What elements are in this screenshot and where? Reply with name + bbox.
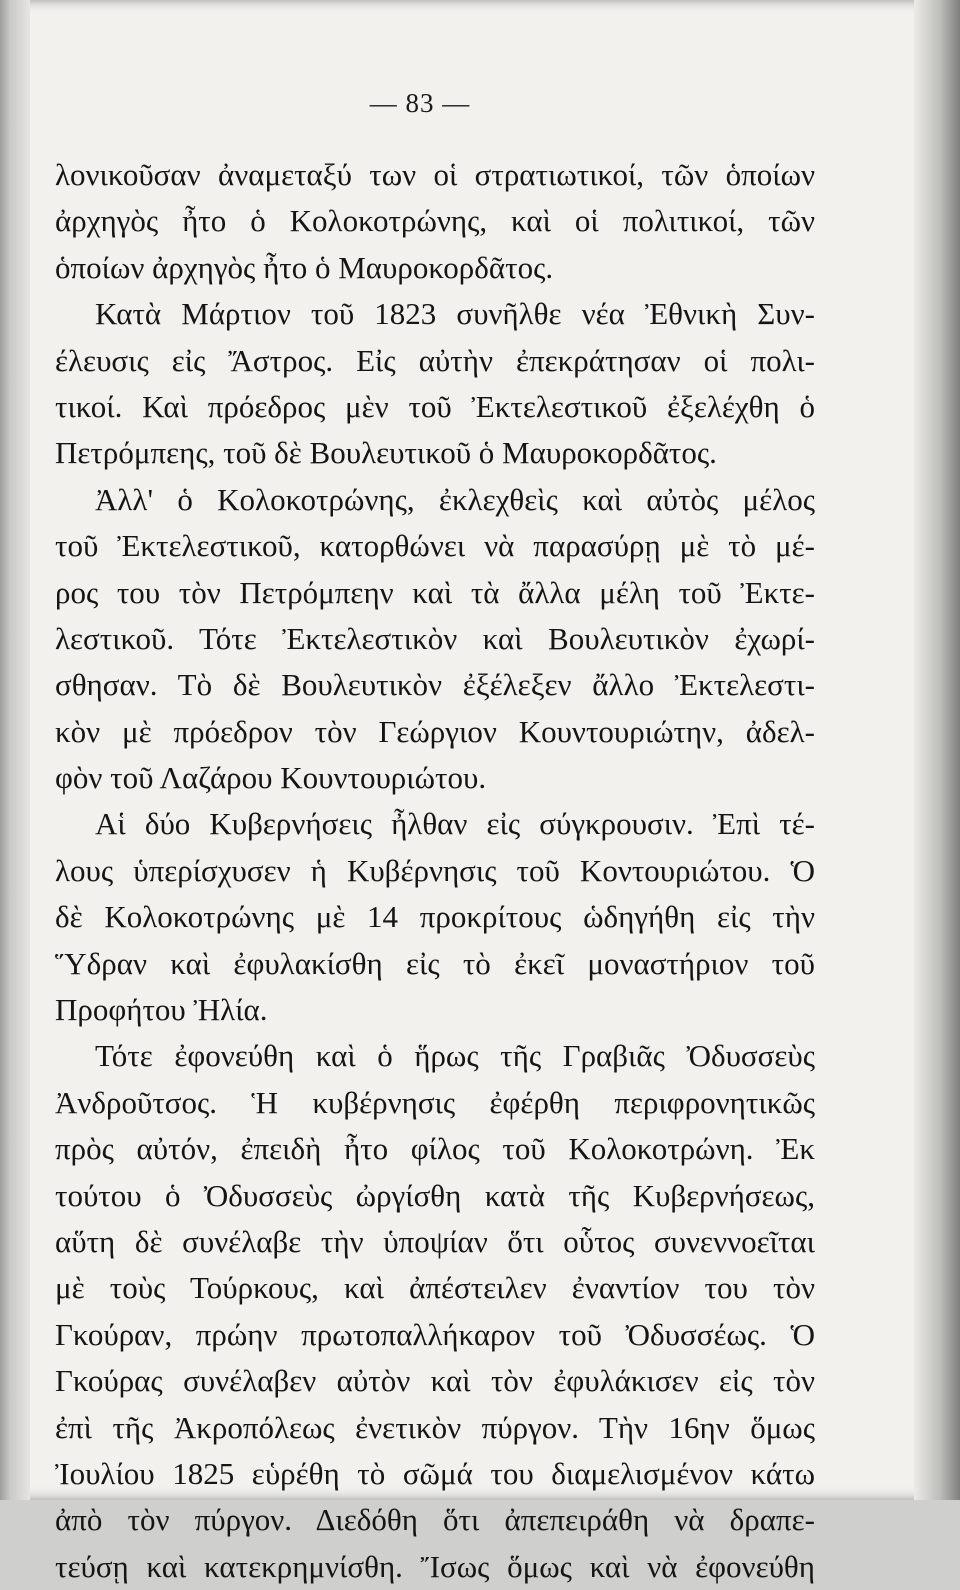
text-line: λονικοῦσαν ἀναμεταξύ των οἱ στρατιωτικοί, τῶν ὁποίων bbox=[55, 157, 815, 192]
text-line: Ἀλλ' ὁ Κολοκοτρώνης, ἐκλεχθεὶς καὶ αὐτὸς μέλος bbox=[95, 481, 815, 517]
text-line: λεστικοῦ. Τότε Ἐκτελεστικὸν καὶ Βουλευτικὸν ἐχωρί- bbox=[55, 620, 815, 656]
text-line: ὁποίων ἀρχηγὸς ἦτο ὁ Μαυροκορδᾶτος. bbox=[55, 249, 554, 285]
page-number: — 83 — bbox=[369, 88, 471, 118]
body-text bbox=[55, 152, 815, 1590]
text-line: Γκούρας συνέλαβεν αὐτὸν καὶ τὸν ἐφυλάκισεν εἰς τὸν bbox=[55, 1363, 815, 1399]
text-line: τοῦ Ἐκτελεστικοῦ, κατορθώνει νὰ παρασύρῃ μὲ τὸ μέ- bbox=[55, 528, 815, 564]
text-line: Ἰουλίου 1825 εὑρέθη τὸ σῶμά του διαμελισμένον κάτω bbox=[55, 1455, 815, 1491]
text-line: μὲ τοὺς Τούρκους, καὶ ἀπέστειλεν ἐναντίον του τὸν bbox=[55, 1270, 815, 1306]
text-line: φὸν τοῦ Λαζάρου Κουντουριώτου. bbox=[55, 760, 487, 796]
text-line: Γκούραν, πρώην πρωτοπαλλήκαρον τοῦ Ὀδυσσέως. Ὁ bbox=[55, 1316, 815, 1352]
text-line: αὕτη δὲ συνέλαβε τὴν ὑποψίαν ὅτι οὗτος συνεννοεῖται bbox=[55, 1223, 815, 1259]
text-line: πρὸς αὐτόν, ἐπειδὴ ἦτο φίλος τοῦ Κολοκοτρώνη. Ἐκ bbox=[55, 1131, 815, 1167]
text-line: ἀρχηγὸς ἦτο ὁ Κολοκοτρώνης, καὶ οἱ πολιτικοί, τῶν bbox=[55, 203, 815, 239]
text-line: Προφήτου Ἠλία. bbox=[55, 992, 268, 1028]
text-line: Πετρόμπεης, τοῦ δὲ Βουλευτικοῦ ὁ Μαυροκορδᾶτος. bbox=[55, 435, 717, 471]
text-line: Ἀνδροῦτσος. Ἡ κυβέρνησις ἐφέρθη περιφρονητικῶς bbox=[55, 1084, 815, 1120]
text-line: τικοί. Καὶ πρόεδρος μὲν τοῦ Ἐκτελεστικοῦ ἐξελέχθη ὁ bbox=[55, 388, 815, 424]
text-line: Κατὰ Μάρτιον τοῦ 1823 συνῆλθε νέα Ἐθνικὴ Συν- bbox=[95, 296, 815, 332]
text-line: ρος του τὸν Πετρόμπεην καὶ τὰ ἄλλα μέλη τοῦ Ἐκτε- bbox=[55, 574, 815, 610]
page-edge-shadow bbox=[914, 0, 960, 1500]
text-line: τεύσῃ καὶ κατεκρημνίσθη. Ἴσως ὅμως καὶ νὰ ἐφονεύθη bbox=[55, 1548, 815, 1584]
text-line: Αἱ δύο Κυβερνήσεις ἦλθαν εἰς σύγκρουσιν. Ἐπὶ τέ- bbox=[95, 806, 815, 842]
page-gutter-shadow bbox=[0, 0, 30, 1500]
text-line: Ὕδραν καὶ ἐφυλακίσθη εἰς τὸ ἐκεῖ μοναστήριον τοῦ bbox=[55, 945, 815, 981]
text-line: ἐπὶ τῆς Ἀκροπόλεως ἐνετικὸν πύργον. Τὴν 16ην ὅμως bbox=[55, 1409, 815, 1445]
text-line: ἀπὸ τὸν πύργον. Διεδόθη ὅτι ἀπεπειράθη νὰ δραπε- bbox=[55, 1502, 815, 1538]
text-line: κὸν μὲ πρόεδρον τὸν Γεώργιον Κουντουριώτην, ἀδελ- bbox=[55, 713, 815, 749]
text-line: σθησαν. Τὸ δὲ Βουλευτικὸν ἐξέλεξεν ἄλλο Ἐκτελεστι- bbox=[55, 667, 815, 703]
text-line: Τότε ἐφονεύθη καὶ ὁ ἥρως τῆς Γραβιᾶς Ὀδυσσεὺς bbox=[95, 1038, 815, 1074]
text-line: τούτου ὁ Ὀδυσσεὺς ὠργίσθη κατὰ τῆς Κυβερνήσεως, bbox=[55, 1177, 815, 1213]
text-line: δὲ Κολοκοτρώνης μὲ 14 προκρίτους ὡδηγήθη εἰς τὴν bbox=[55, 899, 815, 935]
text-line: έλευσις εἰς Ἄστρος. Εἰς αὐτὴν ἐπεκράτησαν οἱ πολι- bbox=[55, 342, 815, 378]
text-line: λους ὑπερίσχυσεν ἡ Κυβέρνησις τοῦ Κοντουριώτου. Ὁ bbox=[55, 852, 815, 888]
